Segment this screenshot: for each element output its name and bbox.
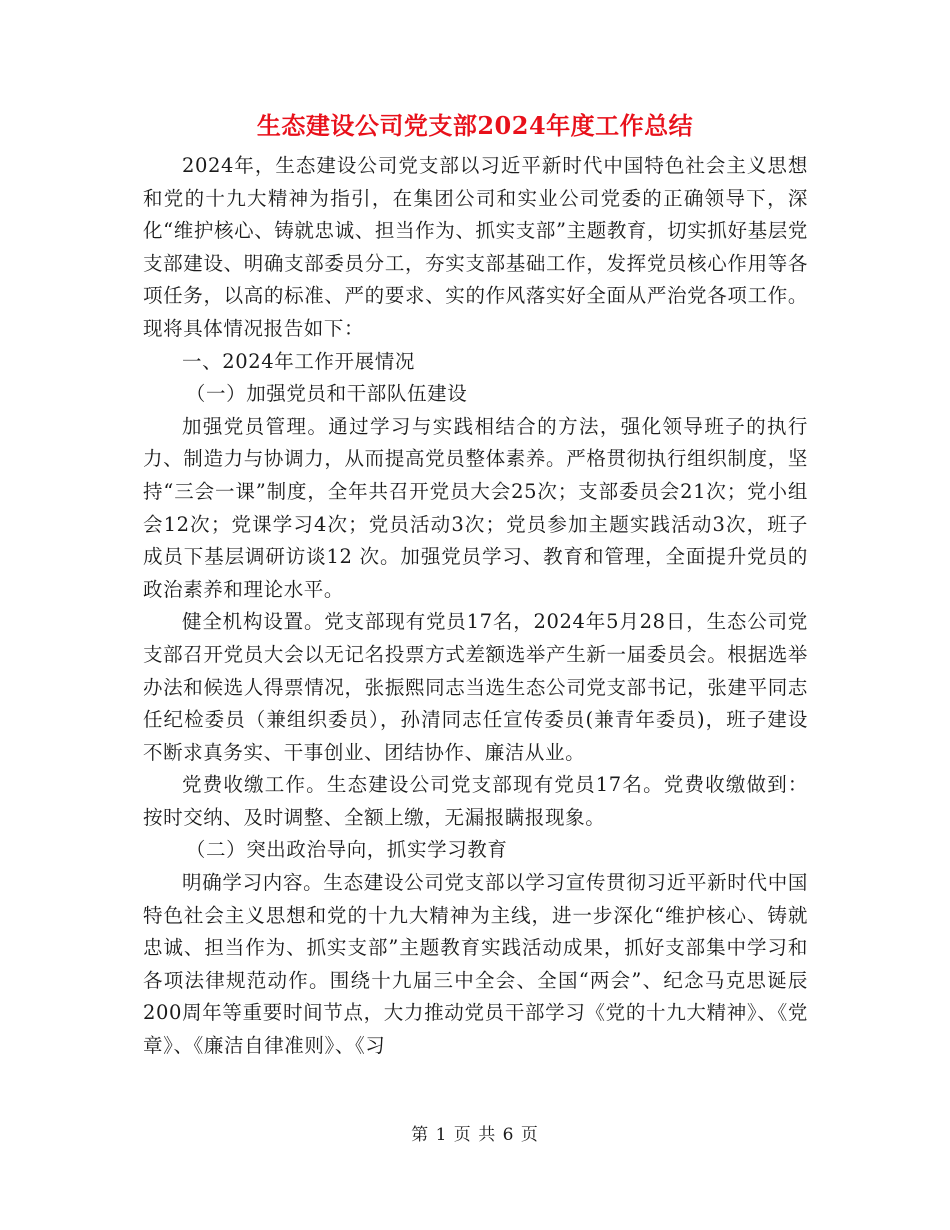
paragraph-study-content: 明确学习内容。生态建设公司党支部以学习宣传贯彻习近平新时代中国特色社会主义思想和党的十九大精神为主线，进一步深化“维护核心、铸就忠诚、担当作为、抓实支部”主题教育实践活动成果，抓好支部集中学习和各项法律规范动作。围绕十九届三中全会、全国“两会”、纪念马克思诞辰200周年等重要时间节点，大力推动党员干部学习《党的十九大精神》、《党章》、《廉洁自律准则》、《习	[143, 871, 808, 1058]
section-heading-1: 一、2024年工作开展情况	[182, 349, 415, 373]
document-body	[143, 150, 808, 1063]
intro-paragraph: 2024年，生态建设公司党支部以习近平新时代中国特色社会主义思想和党的十九大精神为指引，在集团公司和实业公司党委的正确领导下，深化“维护核心、铸就忠诚、担当作为、抓实支部”主题教育，切实抓好基层党支部建设、明确支部委员分工，夯实支部基础工作，发挥党员核心作用等各项任务，以高的标准、严的要求、实的作风落实好全面从严治党各项工作。现将具体情况报告如下：	[143, 154, 808, 340]
paragraph-party-dues: 党费收缴工作。生态建设公司党支部现有党员17名。党费收缴做到：按时交纳、及时调整、全额上缴，无漏报瞒报现象。	[143, 773, 808, 829]
page-footer: 第 1 页 共 6 页	[411, 1125, 539, 1145]
subsection-heading-2: （二）突出政治导向，抓实学习教育	[185, 838, 508, 862]
paragraph-party-member-management: 加强党员管理。通过学习与实践相结合的方法，强化领导班子的执行力、制造力与协调力，从而提高党员整体素养。严格贯彻执行组织制度，坚持“三会一课”制度，全年共召开党员大会25次；支部委员会21次；党小组会12次；党课学习4次；党员活动3次；党员参加主题实践活动3次，班子成员下基层调研访谈12 次。加强党员学习、教育和管理，全面提升党员的政治素养和理论水平。	[143, 414, 808, 601]
subsection-heading-1: （一）加强党员和干部队伍建设	[185, 382, 468, 406]
paragraph-organization-setup: 健全机构设置。党支部现有党员17名，2024年5月28日，生态公司党支部召开党员大会以无记名投票方式差额选举产生新一届委员会。根据选举办法和候选人得票情况，张振熙同志当选生态公司党支部书记，张建平同志任纪检委员（兼组织委员），孙清同志任宣传委员(兼青年委员)，班子建设不断求真务实、干事创业、团结协作、廉洁从业。	[143, 610, 808, 764]
document-title: 生态建设公司党支部2024年度工作总结	[256, 111, 694, 140]
